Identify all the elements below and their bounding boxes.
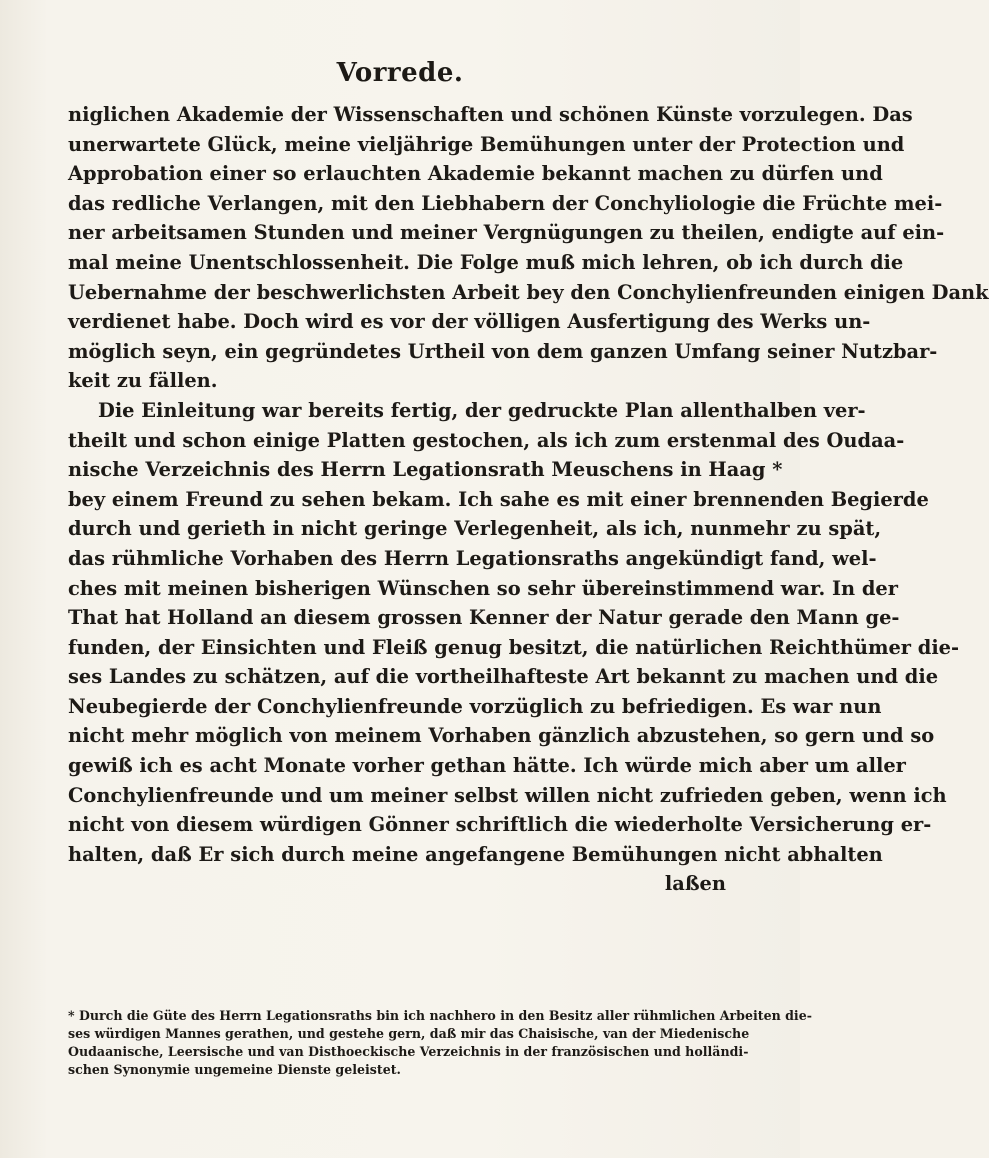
- footnote: [68, 1007, 812, 1079]
- text-line: Uebernahme der beschwerlichsten Arbeit bey den Conchylienfreunden einigen Dank: [68, 280, 989, 304]
- footnote-line: Oudaanische, Leersische und van Disthoeckische Verzeichnis in der französischen und holländi-: [68, 1044, 749, 1059]
- text-line: durch und gerieth in nicht geringe Verlegenheit, als ich, nunmehr zu spät,: [68, 517, 882, 541]
- catchword: laßen: [664, 872, 726, 896]
- text-line: theilt und schon einige Platten gestochen, als ich zum erstenmal des Oudaa-: [68, 428, 905, 452]
- text-line: nische Verzeichnis des Herrn Legationsrath Meuschens in Haag *: [68, 458, 783, 482]
- text-line: nicht mehr möglich von meinem Vorhaben gänzlich abzustehen, so gern und so: [68, 724, 935, 748]
- text-line: Die Einleitung war bereits fertig, der gedruckte Plan allenthalben ver-: [98, 398, 866, 422]
- text-line: ches mit meinen bisherigen Wünschen so sehr übereinstimmend war. In der: [68, 576, 898, 600]
- footnote-line: ses würdigen Mannes gerathen, und gestehe gern, daß mir das Chaisische, van der Miedenische: [68, 1026, 750, 1041]
- footnote-line: * Durch die Güte des Herrn Legationsraths bin ich nachhero in den Besitz aller rühmlichen Arbeiten die-: [68, 1008, 812, 1023]
- text-line: das redliche Verlangen, mit den Liebhabern der Conchyliologie die Früchte mei-: [68, 191, 943, 215]
- text-line: bey einem Freund zu sehen bekam. Ich sahe es mit einer brennenden Begierde: [68, 487, 929, 511]
- text-line: nicht von diesem würdigen Gönner schriftlich die wiederholte Versicherung er-: [68, 813, 932, 837]
- text-line: möglich seyn, ein gegründetes Urtheil von dem ganzen Umfang seiner Nutzbar-: [68, 339, 938, 363]
- text-line: funden, der Einsichten und Fleiß genug besitzt, die natürlichen Reichthümer die-: [68, 635, 960, 659]
- text-line: mal meine Unentschlossenheit. Die Folge muß mich lehren, ob ich durch die: [68, 250, 904, 274]
- text-line: ses Landes zu schätzen, auf die vortheilhafteste Art bekannt zu machen und die: [68, 665, 939, 689]
- text-line: Approbation einer so erlauchten Akademie bekannt machen zu dürfen und: [68, 162, 883, 186]
- text-line: keit zu fällen.: [68, 369, 218, 393]
- text-line: niglichen Akademie der Wissenschaften und schönen Künste vorzulegen. Das: [68, 103, 913, 126]
- text-line: gewiß ich es acht Monate vorher gethan hätte. Ich würde mich aber um aller: [68, 754, 906, 778]
- running-head: Vorrede.: [336, 58, 464, 88]
- text-line: Neubegierde der Conchylienfreunde vorzüglich zu befriedigen. Es war nun: [68, 694, 882, 718]
- text-line: unerwartete Glück, meine vieljährige Bemühungen unter der Protection und: [68, 132, 905, 156]
- text-line: Conchylienfreunde und um meiner selbst willen nicht zufrieden geben, wenn ich: [68, 783, 947, 807]
- text-line: das rühmliche Vorhaben des Herrn Legationsraths angekündigt fand, wel-: [68, 546, 877, 570]
- text-line: verdienet habe. Doch wird es vor der völligen Ausfertigung des Werks un-: [68, 310, 871, 334]
- footnote-line: schen Synonymie ungemeine Dienste geleistet.: [68, 1062, 401, 1077]
- text-line: That hat Holland an diesem grossen Kenner der Natur gerade den Mann ge-: [68, 606, 900, 630]
- text-line: ner arbeitsamen Stunden und meiner Vergnügungen zu theilen, endigte auf ein-: [68, 221, 945, 245]
- body-text: [68, 100, 989, 899]
- text-line: halten, daß Er sich durch meine angefangene Bemühungen nicht abhalten: [68, 842, 883, 866]
